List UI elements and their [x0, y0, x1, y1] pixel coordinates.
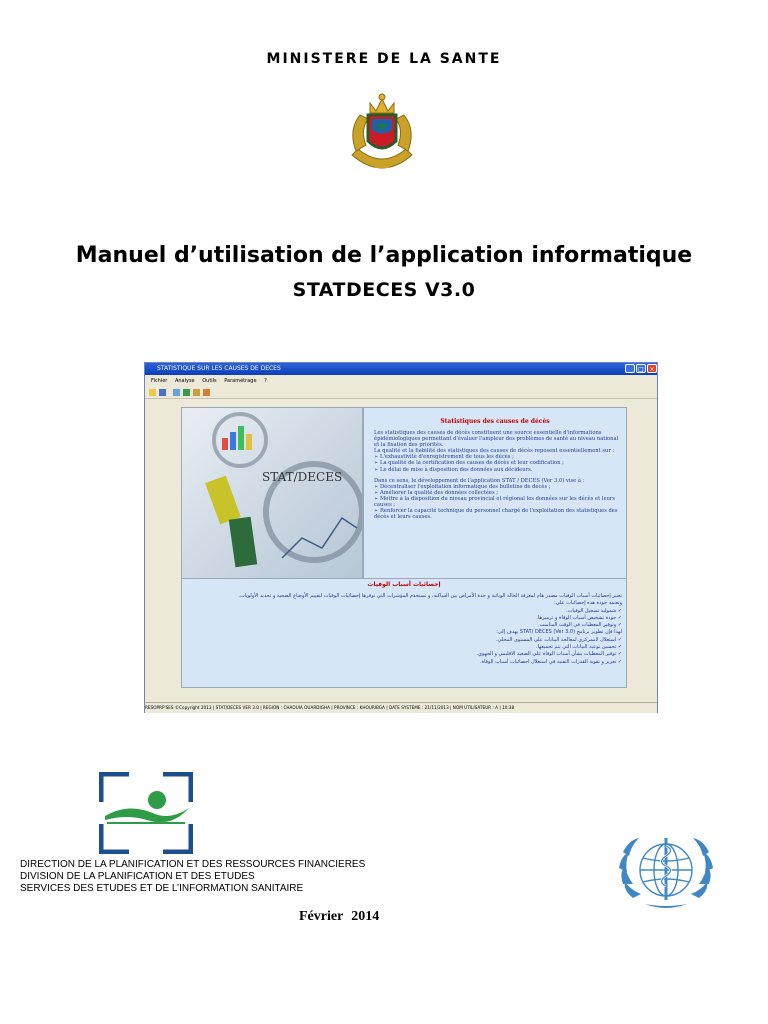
french-bullet: ➢ La qualité de la certification des causes de décès et leur codification ;	[374, 460, 564, 467]
french-bullet: ➢ L'exhaustivité d'enregistrement de tous les décès ;	[374, 454, 514, 461]
window-title: STATISTIQUE SUR LES CAUSES DE DECES	[157, 365, 281, 372]
ministry-header: MINISTERE DE LA SANTE	[266, 51, 502, 67]
arabic-line: لهذا فإن تطوير برنامج (Ver 3.0) STAT/ DECES يهدف إلى:	[496, 629, 622, 636]
department-line: DIVISION DE LA PLANIFICATION ET DES ETUDES	[20, 871, 255, 882]
menu-bar	[145, 376, 657, 386]
department-line: SERVICES DES ETUDES ET DE L’INFORMATION SANITAIRE	[20, 883, 304, 894]
app-screenshot-window	[144, 362, 658, 713]
chart-icon[interactable]	[183, 389, 190, 396]
french-bullet: ➢ Mettre à la disposition du niveau provincial et régional les données sur les décès et leurs causes ;	[374, 495, 616, 509]
toolbar	[145, 387, 657, 399]
menu-item-help[interactable]: ?	[264, 378, 267, 384]
close-icon[interactable]: ×	[647, 364, 657, 373]
french-paragraph: Les statistiques des causes de décès constituent une source essentielle d'informations épidémiologiques permettant d'évaluer l'ampleur des problèmes de santé au niveau national et la fixation des priorités.	[374, 430, 619, 449]
menu-item-parametrage[interactable]: Paramétrage	[224, 378, 257, 384]
save-icon[interactable]	[159, 389, 166, 396]
publication-month: Février	[299, 909, 344, 924]
document-subtitle: STATDECES V3.0	[292, 279, 476, 301]
window-title-bar	[145, 363, 657, 375]
menu-item-fichier[interactable]: Fichier	[151, 378, 168, 384]
arabic-line: ✓ وتوفير المعطيات في الوقت المناسب.	[537, 622, 622, 629]
department-line: DIRECTION DE LA PLANIFICATION ET DES RESSOURCES FINANCIERES	[20, 859, 366, 870]
arabic-line: ✓ تحسين نوعية البيانات التي يتم تجميعها.	[535, 644, 622, 651]
french-info-pane	[363, 407, 627, 579]
splash-image-pane	[181, 407, 363, 579]
french-paragraph: La qualité et la fiabilité des statistiques des causes de décès reposent essentiellement sur :	[374, 448, 615, 455]
arabic-pane-body	[188, 593, 622, 666]
minimize-icon[interactable]: _	[625, 364, 635, 373]
report-icon[interactable]	[173, 389, 180, 396]
arabic-line: ✓ شمولية تسجيل الوفيات.	[566, 607, 622, 614]
french-bullet: ➢ Renforcer la capacité technique du personnel chargé de l'exploitation des statistiques des décès et leurs causes.	[374, 508, 618, 521]
menu-item-analyse[interactable]: Analyse	[174, 378, 195, 384]
arabic-line: ✓ تعزيز و تقوية القدرات التقنية في استغلال احصائيات أسباب الوفاة.	[479, 658, 622, 665]
french-paragraph: Dans ce sens, le développement de l'application STAT / DECES (Ver 3.0) vise à :	[374, 477, 585, 484]
who-emblem-icon	[615, 832, 717, 914]
arabic-line: وتعتمد جودة هذه إحصائيات على:	[554, 600, 622, 607]
publication-year: 2014	[351, 909, 380, 924]
arabic-info-pane	[181, 578, 627, 688]
arabic-line: ✓ توفير المعطيات بشأن أسباب الوفاة على الصعيد الاقليمي و الجهوي.	[476, 651, 622, 658]
arabic-line: ✓ استغلال لاممركزي لمعالجة البيانات على المستوى المحلي.	[495, 636, 622, 643]
french-bullet: ➢ Décentraliser l'exploitation informatique des bulletins de décès ;	[374, 483, 551, 490]
splash-label: STAT/DECES	[262, 470, 343, 484]
ministry-logo-icon	[99, 772, 193, 854]
arabic-line: تعتبر إحصائيات أسباب الوفيات مصدر هام لمعرفة الحالة الوبائية و حدة الأمراض بين الساكنة، و تستخدم المؤشرات التي توفرها إحصائيات الوفيات لتقييم الأوضاع الصحية و تحديد الأولويات.	[238, 593, 622, 599]
settings-icon[interactable]	[203, 389, 210, 396]
french-pane-title: Statistiques des causes de décès	[440, 418, 550, 425]
open-icon[interactable]	[149, 389, 156, 396]
magnifier-illustration	[182, 408, 362, 578]
tools-icon[interactable]	[193, 389, 200, 396]
publication-date	[299, 909, 379, 925]
coat-of-arms-icon	[346, 85, 418, 177]
department-block	[20, 859, 365, 895]
document-title: Manuel d’utilisation de l’application informatique	[75, 243, 693, 268]
status-bar: RESOPRP'SES ©Copyright 2013 | STAT/DECES VER 3.0 | REGION : CHAOUIA OUARDIGHA | PROVINCE : KHOURIBGA | DATE SYSTEME : 21/11/2013 | NOM UTILISATEUR : A | 10:38	[145, 702, 657, 713]
arabic-line: ✓ جودة تشخيص أسباب الوفاة و ترميزها.	[536, 614, 622, 621]
menu-item-outils[interactable]: Outils	[202, 378, 217, 384]
french-pane-body	[374, 430, 620, 520]
maximize-icon[interactable]: □	[636, 364, 646, 373]
french-bullet: ➢ Améliorer la qualité des données collectées ;	[374, 489, 499, 496]
arabic-pane-title: إحصائيات أسباب الوفيات	[367, 581, 441, 588]
french-bullet: ➢ Le délai de mise à disposition des données aux décideurs.	[374, 466, 533, 473]
